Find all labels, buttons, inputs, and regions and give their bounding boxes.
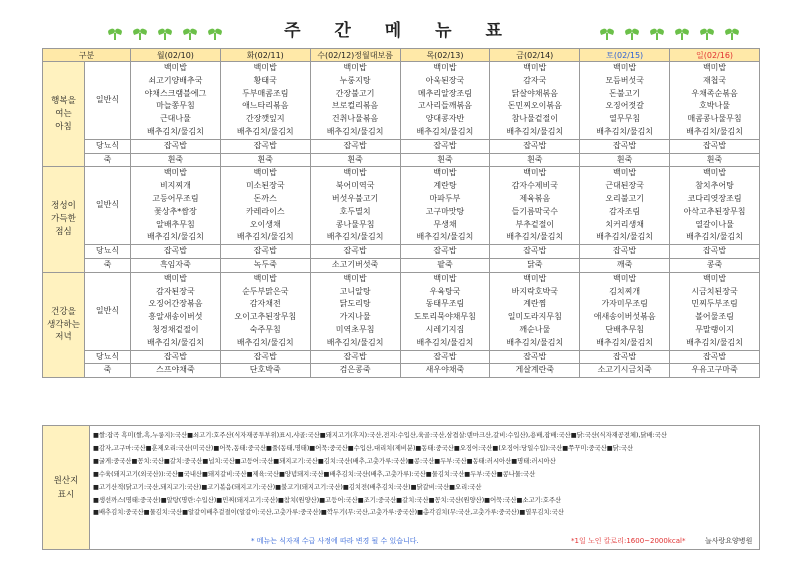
menu-cell <box>670 167 760 245</box>
day-header: 월(02/10) <box>131 49 221 62</box>
origin-text <box>93 430 755 520</box>
diet-type-label: 죽 <box>85 153 131 167</box>
menu-item: 배추김치/물김치 <box>596 232 654 242</box>
diabetic-cell: 잡곡밥 <box>310 350 400 364</box>
diet-type-label: 당뇨식 <box>85 139 131 153</box>
porridge-cell: 흰죽 <box>580 153 670 167</box>
menu-item: 숙주무침 <box>249 324 281 334</box>
diabetic-cell: 잡곡밥 <box>670 350 760 364</box>
menu-item: 백미밥 <box>433 168 457 178</box>
menu-item: 꽃상추*쌈장 <box>154 206 197 216</box>
menu-item: 고사리들깨볶음 <box>417 101 472 111</box>
menu-cell <box>220 272 310 350</box>
menu-item: 돈민찌오이볶음 <box>507 101 562 111</box>
menu-item: 돈불고기 <box>609 88 641 98</box>
diabetic-cell: 잡곡밥 <box>400 245 490 259</box>
meal-porridge-row <box>43 258 760 272</box>
porridge-cell: 흰죽 <box>131 153 221 167</box>
menu-item: 아욱된장국 <box>425 75 465 85</box>
menu-item: 동태무조림 <box>425 299 465 309</box>
menu-cell <box>220 62 310 140</box>
meal-diabetic-row <box>43 139 760 153</box>
menu-cell <box>220 167 310 245</box>
menu-cell <box>670 62 760 140</box>
porridge-cell: 새우야채죽 <box>400 364 490 378</box>
menu-item: 백미밥 <box>702 273 727 283</box>
menu-item: 미역초무침 <box>335 324 375 334</box>
diabetic-cell: 잡곡밥 <box>490 139 580 153</box>
menu-item: 백미밥 <box>343 168 367 178</box>
menu-item: 고등어무조림 <box>152 193 199 203</box>
menu-item: 백미밥 <box>253 63 277 72</box>
menu-table <box>42 48 760 378</box>
meal-general-row <box>43 167 760 245</box>
meal-general-row <box>43 272 760 350</box>
menu-item: 볼어물조림 <box>695 312 734 322</box>
menu-cell <box>131 167 221 245</box>
diabetic-cell: 잡곡밥 <box>131 350 221 364</box>
menu-cell <box>580 62 670 140</box>
menu-item: 시레기지짐 <box>425 324 465 334</box>
porridge-cell: 흰죽 <box>490 153 580 167</box>
page-title: 주 간 메 뉴 표 <box>284 21 516 41</box>
day-header: 화(02/11) <box>220 49 310 62</box>
menu-item: 배추김치/물김치 <box>326 126 384 136</box>
diabetic-cell: 잡곡밥 <box>670 245 760 259</box>
menu-item: 호박나물 <box>699 101 730 111</box>
menu-item: 닭살야채볶음 <box>511 88 558 98</box>
menu-cell <box>400 272 490 350</box>
meal-general-row <box>43 62 760 140</box>
menu-item: 우채족순볶음 <box>691 88 738 98</box>
porridge-cell: 흰죽 <box>670 153 760 167</box>
diabetic-cell: 잡곡밥 <box>400 350 490 364</box>
meal-porridge-row <box>43 364 760 378</box>
menu-item: 배추김치/물김치 <box>596 337 654 347</box>
menu-item: 감자조림 <box>609 206 641 216</box>
porridge-cell: 흰죽 <box>400 153 490 167</box>
diet-type-label: 죽 <box>85 364 131 378</box>
menu-item: 아삭고추된장무침 <box>683 206 746 216</box>
menu-item: 돈까스 <box>253 193 277 203</box>
menu-item: 백미밥 <box>343 63 367 72</box>
menu-item: 배추김치/물김치 <box>416 337 474 347</box>
menu-item: 북어미역국 <box>335 181 375 191</box>
sprout-icon <box>725 29 739 39</box>
header-row <box>43 49 760 62</box>
meal-label-line: 여는 <box>55 108 72 119</box>
menu-cell <box>490 62 580 140</box>
menu-item: 배추김치/물김치 <box>147 126 204 136</box>
menu-item: 우육탕국 <box>429 286 461 296</box>
menu-item: 참치추어탕 <box>695 181 734 191</box>
diabetic-cell: 잡곡밥 <box>490 245 580 259</box>
menu-item: 참나물겉절이 <box>511 114 558 124</box>
menu-item: 가지나물 <box>339 312 371 322</box>
menu-item: 감자수제비국 <box>511 181 558 191</box>
menu-item: 야채스크램블에그 <box>144 88 207 98</box>
day-header: 수(02/12)정월대보름 <box>310 49 400 62</box>
organization-name: 늘사랑요양병원 <box>705 537 753 545</box>
meal-label <box>43 62 85 167</box>
day-header: 금(02/14) <box>490 49 580 62</box>
diabetic-cell: 잡곡밥 <box>131 245 221 259</box>
meal-diabetic-row <box>43 245 760 259</box>
menu-item: 배추김치/물김치 <box>326 337 384 347</box>
porridge-cell: 스프야채죽 <box>131 364 221 378</box>
menu-item: 마파두부 <box>429 193 461 203</box>
meal-label-line: 가득한 <box>51 214 76 225</box>
menu-item: 백미밥 <box>163 63 188 72</box>
menu-item: 배추김치/물김치 <box>236 126 294 136</box>
menu-item: 고니알탕 <box>339 286 371 296</box>
menu-item: 백미밥 <box>613 168 637 178</box>
menu-item: 백미밥 <box>253 273 277 283</box>
header-corner: 구분 <box>43 49 131 62</box>
origin-line: ■굴게:중국산■꽁치:국산■갈치:중국산■넙치:국산■고등어:국산■돼지고기:국산■김치:국산(배추,고춧가루:국산)■콩:국산■두부:국산■동태:러시아산■명태:러시아산 <box>93 457 556 465</box>
menu-item: 애느타리볶음 <box>242 101 289 111</box>
meal-porridge-row <box>43 153 760 167</box>
menu-item: 감자채전 <box>249 299 281 309</box>
menu-item: 감자국 <box>523 75 547 85</box>
origin-line: ■수육(돼지고기(외국산)):국산■국내산■돼지갈비:국산■제육:국산■양념돼지:국산■배추김치:국산(배추,고춧가루):국산■물김치:국산■두부:국산■콩나물:국산 <box>93 470 536 478</box>
menu-item: 열갈이나물 <box>695 219 734 229</box>
porridge-cell: 흰죽 <box>310 153 400 167</box>
day-header-sunday: 일(02/16) <box>670 49 760 62</box>
menu-item: 부추겉절이 <box>515 219 555 229</box>
meal-label-line: 행복을 <box>51 95 76 106</box>
menu-item: 흥알새송이버섯 <box>148 312 203 322</box>
menu-item: 도토리묵야채무침 <box>414 312 476 322</box>
menu-cell <box>131 272 221 350</box>
menu-item: 배추김치/물김치 <box>596 126 654 136</box>
origin-label-line: 표시 <box>57 489 75 500</box>
menu-item: 백미밥 <box>702 63 727 72</box>
menu-item: 계란찜 <box>523 299 547 309</box>
menu-item: 두부매콤조림 <box>242 88 289 98</box>
menu-item: 백미밥 <box>343 273 367 283</box>
menu-item: 배추김치/물김치 <box>326 232 384 242</box>
menu-item: 배추김치/물김치 <box>236 232 294 242</box>
porridge-cell: 우유고구마죽 <box>670 364 760 378</box>
meal-label-line: 저녁 <box>55 332 72 343</box>
menu-item: 양대콩자반 <box>425 114 465 124</box>
menu-item: 애새송이버섯볶음 <box>593 312 656 322</box>
menu-cell <box>310 272 400 350</box>
menu-item: 근대나물 <box>159 114 191 124</box>
menu-cell <box>400 62 490 140</box>
origin-label <box>43 426 90 549</box>
meal-label <box>43 272 85 377</box>
menu-item: 오징어젓갈 <box>605 101 644 111</box>
menu-item: 카레라이스 <box>245 206 285 216</box>
origin-line: ■쌀:잡곡 흑미(쌀,흑,누룽지):국산■쇠고기:호주산(식자재공투부위)표시,샤골:국산■돼지고기(후지):국산,전지:수입산,육골:국산,삼겹살:덴마크산,갈비:수입산),용배,잡배:국산■닭:국산(식자재공전체),닭배:국산 <box>93 432 667 439</box>
menu-item: 닭도리탕 <box>339 299 371 309</box>
day-header: 목(02/13) <box>400 49 490 62</box>
sprout-icon <box>600 29 614 39</box>
origin-line: ■생선까스(명태:중국산)■알탕(명란:수입산)■민찌(돼지고기:국산)■참치(원양산)■고등어:국산■조기:중국산■갈치:국산■꽁치:국산(원양산)■어묵:국산■소고기:호주산 <box>93 496 562 504</box>
menu-item: 간장깻잎지 <box>245 114 285 124</box>
menu-item: 배추김치/물김치 <box>506 232 564 242</box>
diabetic-cell: 잡곡밥 <box>580 245 670 259</box>
menu-item: 오리불고기 <box>605 193 644 203</box>
origin-line: ■감자,고구마:국산■훈제오리:국산(미국산)■어묵,동태:중국산■풀(동태,명태)■어묵:중국산■수입산,대리치(제비분)■동태:중국산■오징어:국산■(오징어:당일수입):국산■쭈꾸미:중국산■닭:국산 <box>93 444 634 452</box>
menu-item: 청경채겉절이 <box>152 324 199 334</box>
menu-item: 배추김치/물김치 <box>686 232 743 242</box>
origin-label-line: 원산지 <box>53 475 79 486</box>
meal-label <box>43 167 85 272</box>
diabetic-cell: 잡곡밥 <box>670 139 760 153</box>
menu-item: 백미밥 <box>613 63 637 72</box>
porridge-cell: 닭죽 <box>490 258 580 272</box>
menu-item: 치커리생채 <box>605 219 644 229</box>
menu-item: 알배추무침 <box>156 219 195 229</box>
menu-item: 배추김치/물김치 <box>686 126 743 136</box>
menu-item: 민찌두부조림 <box>691 299 738 309</box>
diabetic-cell: 잡곡밥 <box>310 245 400 259</box>
diabetic-cell: 잡곡밥 <box>220 350 310 364</box>
diet-type-label: 당뇨식 <box>85 245 131 259</box>
menu-item: 바지락호박국 <box>511 286 558 296</box>
meal-label-line: 점심 <box>55 226 72 237</box>
menu-item: 마늘쫑무침 <box>156 101 195 111</box>
diet-type-label: 일반식 <box>85 62 131 140</box>
meal-label-line: 생각하는 <box>47 319 80 330</box>
sprout-icon <box>675 29 689 39</box>
menu-item: 누룽지탕 <box>339 75 371 85</box>
menu-cell <box>400 167 490 245</box>
menu-item: 메추리알장조림 <box>417 88 472 98</box>
menu-item: 모듬버섯국 <box>605 75 644 85</box>
menu-item: 계란탕 <box>433 181 457 191</box>
menu-item: 배추김치/물김치 <box>416 232 474 242</box>
menu-item: 감자된장국 <box>156 286 195 296</box>
menu-change-note: * 메뉴는 식자재 수급 사정에 따라 변경 될 수 있습니다. <box>251 537 419 545</box>
menu-item: 백미밥 <box>253 168 277 178</box>
menu-item: 간장불고기 <box>335 88 375 98</box>
menu-item: 고구마맛탕 <box>425 206 465 216</box>
porridge-cell: 깨죽 <box>580 258 670 272</box>
menu-cell <box>490 272 580 350</box>
porridge-cell: 흰죽 <box>220 153 310 167</box>
menu-item: 배추김치/물김치 <box>686 337 743 347</box>
menu-item: 매콤콩나물무침 <box>687 114 742 124</box>
menu-item: 배추김치/물김치 <box>147 337 204 347</box>
menu-item: 백미밥 <box>523 63 547 72</box>
origin-section <box>42 425 760 550</box>
diabetic-cell: 잡곡밥 <box>580 350 670 364</box>
menu-item: 열무무침 <box>609 114 641 124</box>
menu-item: 순두부맑은국 <box>242 286 289 296</box>
sprout-icon <box>625 29 639 39</box>
title-row <box>0 0 800 46</box>
porridge-cell: 콩죽 <box>670 258 760 272</box>
menu-item: 백미밥 <box>702 168 727 178</box>
origin-line: ■배추김치:중국산■물김치:국산■알갈이배추겉절이(알갈이:국산,고춧가루:중국산)■깍두기(무:국산,고춧가루:중국산)■총각김치(무:국산,고춧가루:중국산)■열무김치:국산 <box>93 509 564 517</box>
sprout-icon <box>650 29 664 39</box>
menu-item: 무생채 <box>433 219 457 229</box>
porridge-cell: 게살계란죽 <box>490 364 580 378</box>
porridge-cell: 소고기시금치죽 <box>580 364 670 378</box>
menu-item: 배추김치/물김치 <box>506 126 564 136</box>
diet-type-label: 죽 <box>85 258 131 272</box>
diabetic-cell: 잡곡밥 <box>310 139 400 153</box>
menu-item: 쇠고기양배추국 <box>148 75 203 85</box>
meal-label-line: 정성이 <box>51 201 76 212</box>
menu-item: 브로컬리볶음 <box>331 101 379 111</box>
menu-item: 건취나물볶음 <box>331 114 379 124</box>
diabetic-cell: 잡곡밥 <box>131 139 221 153</box>
menu-item: 비지찌개 <box>159 181 191 191</box>
diabetic-cell: 잡곡밥 <box>400 139 490 153</box>
menu-item: 무말랭이지 <box>695 324 734 334</box>
menu-item: 김치찌개 <box>609 286 641 296</box>
sprout-icon <box>700 29 714 39</box>
menu-item: 코다리엿장조림 <box>687 193 742 203</box>
menu-item: 오이생채 <box>249 219 281 229</box>
menu-item: 백미밥 <box>523 273 547 283</box>
diet-type-label: 일반식 <box>85 272 131 350</box>
menu-item: 백미밥 <box>523 168 547 178</box>
menu-item: 배추김치/물김치 <box>416 126 474 136</box>
menu-item: 가자미무조림 <box>601 299 648 309</box>
menu-cell <box>310 167 400 245</box>
porridge-cell: 팥죽 <box>400 258 490 272</box>
diabetic-cell: 잡곡밥 <box>490 350 580 364</box>
meal-label-line: 건강을 <box>51 306 76 317</box>
menu-item: 재첩국 <box>702 75 727 85</box>
meal-label-line: 아침 <box>55 121 72 132</box>
menu-cell <box>580 167 670 245</box>
diabetic-cell: 잡곡밥 <box>580 139 670 153</box>
diet-type-label: 일반식 <box>85 167 131 245</box>
day-header-saturday: 토(02/15) <box>580 49 670 62</box>
calorie-note: *1일 노인 칼로리:1600~2000kcal* <box>571 537 686 545</box>
menu-item: 배추김치/물김치 <box>506 337 564 347</box>
menu-item: 미소된장국 <box>245 181 285 191</box>
menu-item: 단배추무침 <box>605 324 644 334</box>
menu-item: 근대된장국 <box>605 181 644 191</box>
menu-cell <box>580 272 670 350</box>
menu-cell <box>670 272 760 350</box>
menu-cell <box>310 62 400 140</box>
menu-cell <box>490 167 580 245</box>
sprout-decoration-right <box>600 24 745 43</box>
menu-item: 콩나물무침 <box>335 219 375 229</box>
porridge-cell: 단호박죽 <box>220 364 310 378</box>
meal-diabetic-row <box>43 350 760 364</box>
menu-cell <box>131 62 221 140</box>
menu-item: 백미밥 <box>433 63 457 72</box>
diabetic-cell: 잡곡밥 <box>220 245 310 259</box>
menu-item: 백미밥 <box>163 273 188 283</box>
porridge-cell: 녹두죽 <box>220 258 310 272</box>
porridge-cell: 소고기버섯죽 <box>310 258 400 272</box>
menu-item: 백미밥 <box>163 168 188 178</box>
menu-item: 백미밥 <box>613 273 637 283</box>
menu-item: 황태국 <box>253 75 277 85</box>
porridge-cell: 흑임자죽 <box>131 258 221 272</box>
menu-item: 일미도라지무침 <box>507 312 562 322</box>
menu-item: 오이고추된장무침 <box>234 312 297 322</box>
origin-line: ■고기산적(닭고기:국산,돼지고기:국산)■고기볶음(돼지고기:국산)■불고기(돼지고기:국산)■김치전(배추김치:국산)■닭갈비:국산■오리:국산 <box>93 483 482 491</box>
diet-type-label: 당뇨식 <box>85 350 131 364</box>
menu-item: 백미밥 <box>433 273 457 283</box>
menu-item: 호두멸치 <box>339 206 371 216</box>
menu-item: 시금치된장국 <box>691 286 738 296</box>
porridge-cell: 검은콩죽 <box>310 364 400 378</box>
menu-item: 배추김치/물김치 <box>236 337 294 347</box>
menu-item: 오징어간장볶음 <box>148 299 203 309</box>
menu-item: 배추김치/물김치 <box>147 232 204 242</box>
menu-item: 제육볶음 <box>519 193 551 203</box>
menu-item: 들기름막국수 <box>511 206 558 216</box>
diabetic-cell: 잡곡밥 <box>220 139 310 153</box>
menu-item: 버섯우불고기 <box>331 193 379 203</box>
menu-item: 깨순나물 <box>519 324 551 334</box>
